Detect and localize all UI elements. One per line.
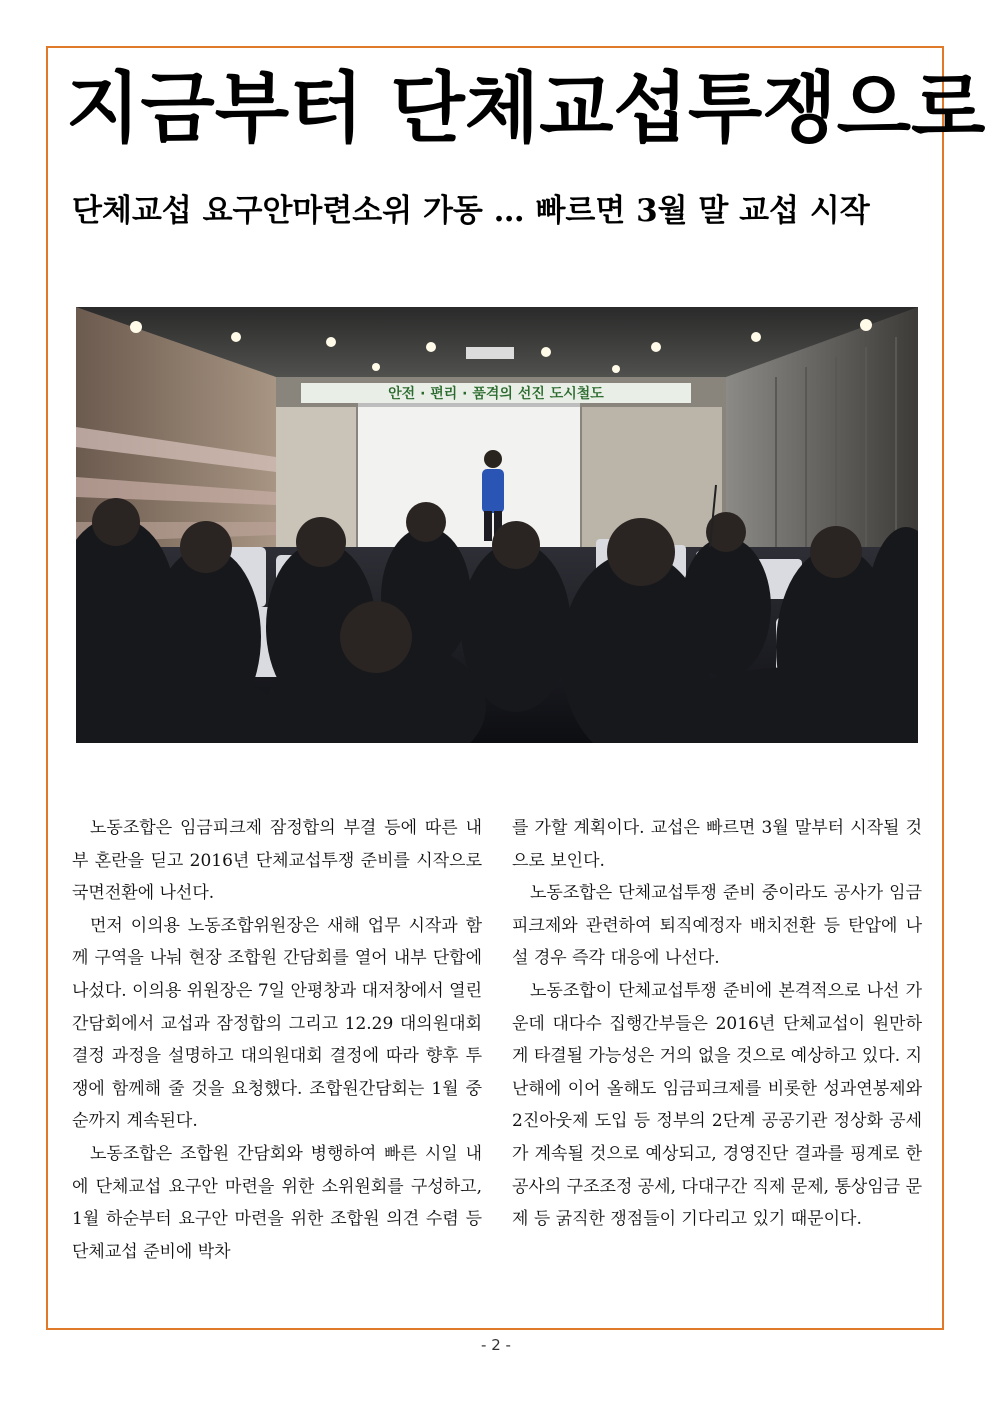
article-column-left [72,812,482,1268]
paragraph: 노동조합은 임금피크제 잠정합의 부결 등에 따른 내부 혼란을 딛고 2016년 단체교섭투쟁 준비를 시작으로 국면전환에 나선다. [72,818,482,904]
page-number: - 2 - [481,1336,511,1354]
paragraph: 노동조합은 조합원 간담회와 병행하여 빠른 시일 내에 단체교섭 요구안 마련을 위한 소위원회를 구성하고, 1월 하순부터 요구안 마련을 위한 조합원 의견 수렴 등 단체교섭 준비에 박차 [72,1143,482,1262]
projection-screen [358,405,580,547]
article-photo [76,307,918,743]
paragraph: 노동조합이 단체교섭투쟁 준비에 본격적으로 나선 가운데 대다수 집행간부들은 2016년 단체교섭이 원만하게 타결될 가능성은 거의 없을 것으로 예상하고 있다. 지난해에 이어 올해도 임금피크제를 비롯한 성과연봉제와 2진아웃제 도입 등 정부의 2단계 공공기관 정상화 공세가 계속될 것으로 예상되고, 경영진단 결과를 핑계로 한 공사의 구조조정 공세, 다대구간 직제 문제, 통상임금 문제 등 굵직한 쟁점들이 기다리고 있기 때문이다. [512,980,922,1230]
article-column-right [512,812,922,1236]
paragraph: 먼저 이의용 노동조합위원장은 새해 업무 시작과 함께 구역을 나눠 현장 조합원 간담회를 열어 내부 단합에 나섰다. 이의용 위원장은 7일 안평창과 대저창에서 열린 간담회에서 교섭과 잠정합의 그리고 12.29 대의원대회 결정 과정을 설명하고 대의원대회 결정에 따라 향후 투쟁에 함께해 줄 것을 요청했다. 조합원간담회는 1월 중순까지 계속된다. [72,915,482,1132]
paragraph: 노동조합은 단체교섭투쟁 준비 중이라도 공사가 임금피크제와 관련하여 퇴직예정자 배치전환 등 탄압에 나설 경우 즉각 대응에 나선다. [512,883,922,969]
headline: 지금부터 단체교섭투쟁으로 [66,65,986,154]
ceiling-ac-unit [466,347,514,359]
subheadline: 단체교섭 요구안마련소위 가동 … 빠르면 3월 말 교섭 시작 [72,193,870,229]
paragraph: 를 가할 계획이다. 교섭은 빠르면 3월 말부터 시작될 것으로 보인다. [512,818,922,871]
banner-text: 안전 · 편리 · 품격의 선진 도시철도 [388,386,604,402]
